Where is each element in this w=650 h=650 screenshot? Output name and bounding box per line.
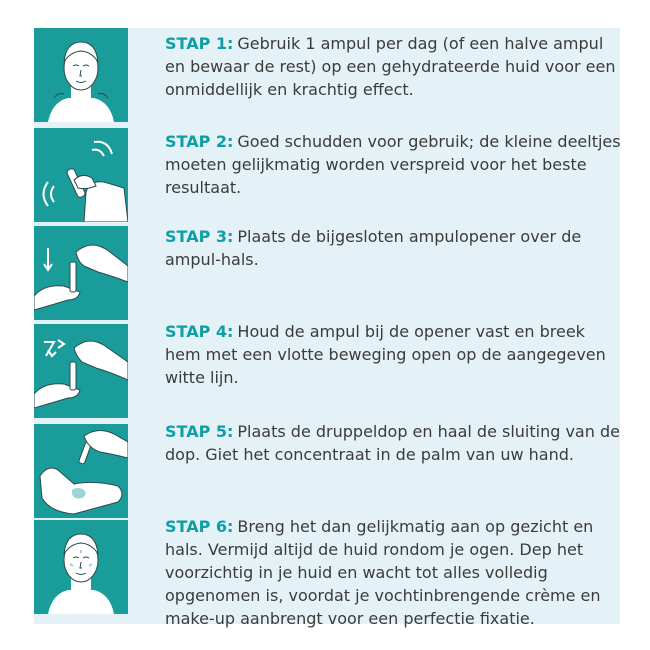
step-2-text: Goed schudden voor gebruik; de kleine deeltjes moeten gelijkmatig worden verspreid voor het beste resultaat. [165,132,621,197]
step-5-label: STAP 5: [165,422,234,441]
step-3-label: STAP 3: [165,227,234,246]
step-2-label: STAP 2: [165,132,234,151]
step-2 [165,130,623,199]
step-4-text: Houd de ampul bij de opener vast en breek hem met een vlotte beweging open op de aangegeven witte lijn. [165,322,606,387]
step-4 [165,320,623,389]
step-6-label: STAP 6: [165,517,234,536]
pour-in-palm-icon [34,424,128,518]
step-6-text: Breng het dan gelijkmatig aan op gezicht en hals. Vermijd altijd de huid rondom je ogen. Dep het voorzichtig in je huid en wacht tot alles volledig opgenomen is, voordat je vochtinbrengende crème en make-up aanbrengt voor een perfectie fixatie. [165,517,601,628]
face-icon [34,28,128,122]
step-3-text: Plaats de bijgesloten ampulopener over de ampul-hals. [165,227,582,269]
step-5-text: Plaats de druppeldop en haal de sluiting van de dop. Giet het concentraat in de palm van uw hand. [165,422,620,464]
step-6 [165,515,623,630]
step-1-text: Gebruik 1 ampul per dag (of een halve ampul en bewaar de rest) op een gehydrateerde huid voor een onmiddellijk en krachtig effect. [165,34,616,99]
step-1 [165,32,623,101]
shake-ampoule-icon [34,128,128,222]
face-icon [34,520,128,614]
step-5 [165,420,623,466]
step-1-label: STAP 1: [165,34,234,53]
step-3 [165,225,623,271]
step-4-label: STAP 4: [165,322,234,341]
place-opener-icon [34,226,128,320]
break-ampoule-icon [34,324,128,418]
